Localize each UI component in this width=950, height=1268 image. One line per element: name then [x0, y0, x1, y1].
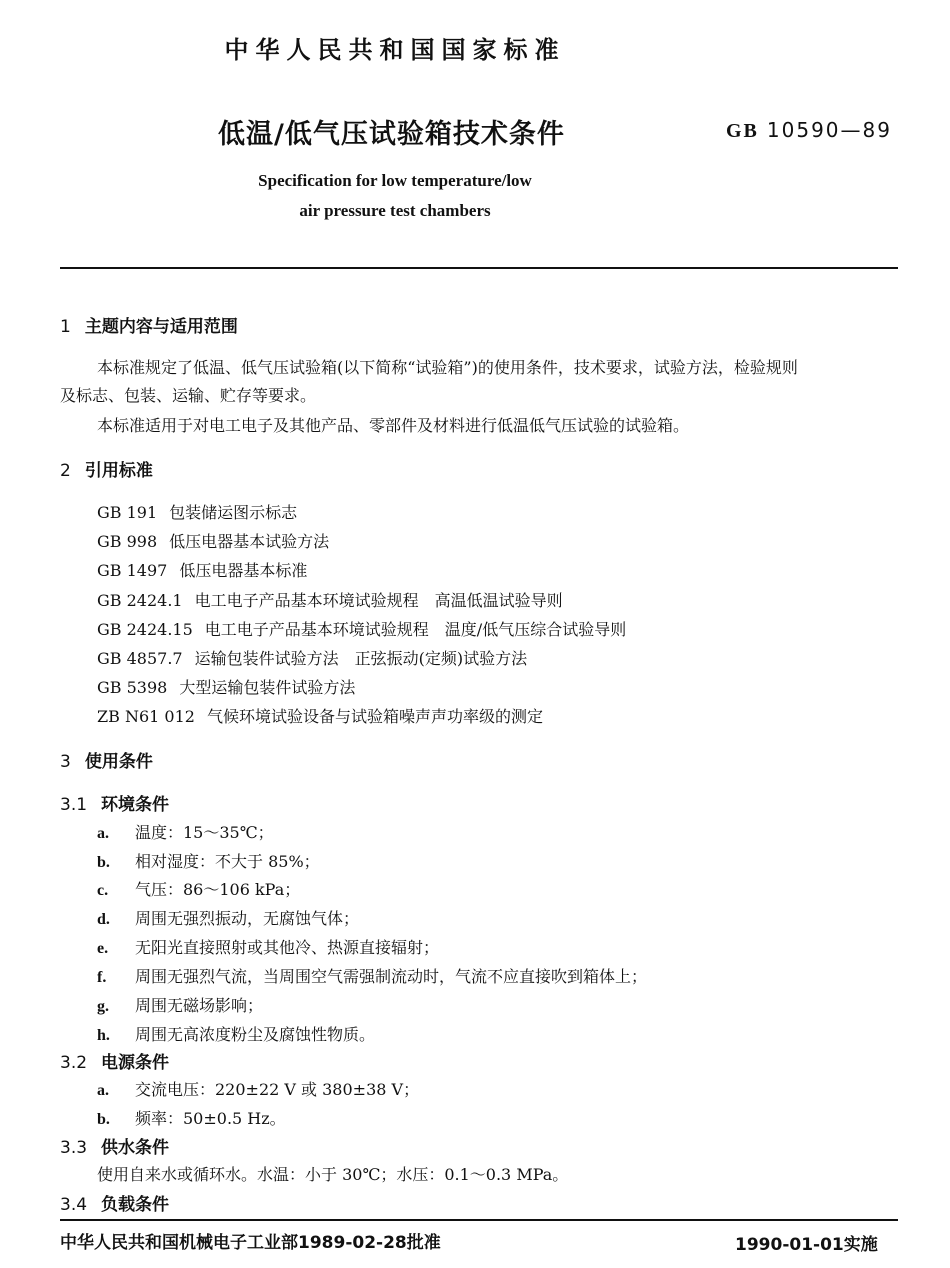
reference-item: GB 2424.1 电工电子产品基本环境试验规程 高温低温试验导则: [97, 591, 563, 610]
reference-item: GB 5398 大型运输包装件试验方法: [97, 678, 356, 697]
water-supply-text: 使用自来水或循环水。水温：小于 30℃；水压：0.1～0.3 MPa。: [97, 1165, 569, 1184]
section-number: 1: [60, 317, 71, 337]
condition-item: d. 周围无强烈振动，无腐蚀气体；: [97, 909, 360, 928]
subsection-3-4-heading: [60, 1190, 169, 1215]
subsection-number: 3.2: [60, 1053, 88, 1073]
english-title-line1: Specification for low temperature/low: [258, 171, 532, 190]
english-title-line2: air pressure test chambers: [299, 201, 491, 220]
subsection-3-2-heading: [60, 1048, 169, 1073]
standard-code-prefix: GB: [726, 120, 759, 142]
subsection-number: 3.4: [60, 1195, 88, 1215]
subsection-3-3-heading: [60, 1133, 169, 1158]
condition-item: c. 气压：86～106 kPa；: [97, 880, 301, 899]
section-title: 使用条件: [84, 752, 153, 772]
section-1-para1-line2: 及标志、包装、运输、贮存等要求。: [60, 386, 317, 405]
section-2-heading: [60, 456, 153, 481]
standard-code-number: 10590—89: [766, 118, 892, 142]
subsection-number: 3.1: [60, 795, 88, 815]
section-title: 主题内容与适用范围: [84, 317, 238, 337]
section-number: 2: [60, 461, 71, 481]
footer-rule: [60, 1219, 898, 1221]
national-standard-heading: 中华人民共和国国家标准: [224, 36, 566, 64]
condition-item: a. 温度：15～35℃；: [97, 823, 274, 842]
section-title: 引用标准: [84, 461, 153, 481]
standard-code: [726, 118, 892, 143]
reference-item: GB 1497 低压电器基本标准: [97, 561, 308, 580]
section-1-heading: [60, 312, 238, 337]
subsection-3-1-heading: [60, 790, 169, 815]
reference-item: GB 998 低压电器基本试验方法: [97, 532, 330, 551]
condition-item: e. 无阳光直接照射或其他冷、热源直接辐射；: [97, 938, 440, 957]
effective-date: 1990-01-01实施: [735, 1235, 878, 1255]
subsection-title: 环境条件: [101, 795, 170, 815]
condition-item: b. 相对湿度：不大于 85%；: [97, 852, 320, 871]
section-3-heading: [60, 747, 153, 772]
section-1-para1-line1: 本标准规定了低温、低气压试验箱(以下简称“试验箱”)的使用条件，技术要求，试验方法，检验规则: [97, 358, 798, 377]
document-title: 低温/低气压试验箱技术条件: [218, 119, 565, 150]
section-number: 3: [60, 752, 71, 772]
condition-item: b. 频率：50±0.5 Hz。: [97, 1109, 286, 1128]
condition-item: h. 周围无高浓度粉尘及腐蚀性物质。: [97, 1025, 376, 1044]
subsection-title: 负载条件: [101, 1195, 170, 1215]
condition-item: g. 周围无磁场影响；: [97, 996, 264, 1015]
section-1-para2: 本标准适用于对电工电子及其他产品、零部件及材料进行低温低气压试验的试验箱。: [97, 416, 690, 435]
condition-item: f. 周围无强烈气流，当周围空气需强制流动时，气流不应直接吹到箱体上；: [97, 967, 648, 986]
subsection-number: 3.3: [60, 1138, 88, 1158]
reference-item: GB 4857.7 运输包装件试验方法 正弦振动(定频)试验方法: [97, 649, 528, 668]
reference-item: ZB N61 012 气候环境试验设备与试验箱噪声声功率级的测定: [97, 707, 543, 726]
english-title: [0, 166, 790, 226]
subsection-title: 电源条件: [101, 1053, 170, 1073]
reference-item: GB 2424.15 电工电子产品基本环境试验规程 温度/低气压综合试验导则: [97, 620, 627, 639]
reference-item: GB 191 包装储运图示标志: [97, 503, 298, 522]
header-rule: [60, 267, 898, 269]
condition-item: a. 交流电压：220±22 V 或 380±38 V；: [97, 1080, 420, 1099]
subsection-title: 供水条件: [101, 1138, 170, 1158]
approval-line: 中华人民共和国机械电子工业部1989-02-28批准: [60, 1233, 441, 1253]
